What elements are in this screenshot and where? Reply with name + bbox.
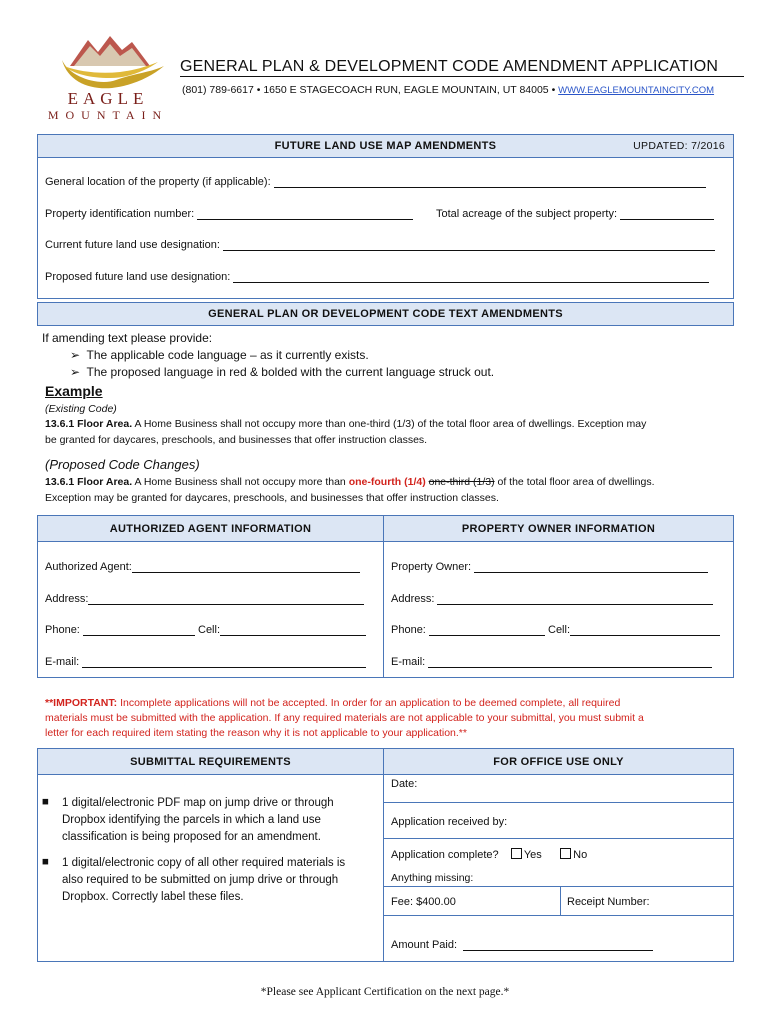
office-row-divider: [383, 915, 734, 916]
general-location-field[interactable]: General location of the property (if applicable):: [45, 176, 706, 188]
proposed-code-text-2: Exception may be granted for daycares, preschools, and businesses that offer instruction classes.: [45, 492, 499, 504]
square-bullet-icon: ■: [42, 856, 49, 868]
address-text: (801) 789-6617 • 1650 E STAGECOACH RUN, EAGLE MOUNTAIN, UT 84005 •: [182, 84, 556, 96]
current-designation-field[interactable]: Current future land use designation:: [45, 239, 715, 251]
owner-name-field[interactable]: Property Owner:: [391, 561, 708, 573]
example-heading: Example: [45, 383, 103, 399]
arrow-bullet-icon: ➢: [70, 348, 81, 362]
office-fee: Fee: $400.00: [391, 896, 456, 908]
page-title: GENERAL PLAN & DEVELOPMENT CODE AMENDMENT APPLICATION: [180, 58, 744, 77]
existing-code-text-2: be granted for daycares, preschools, and businesses that offer instruction classes.: [45, 434, 428, 446]
text-amendments-heading: GENERAL PLAN OR DEVELOPMENT CODE TEXT AMENDMENTS: [37, 302, 734, 326]
struck-old-value: one-third (1/3): [428, 476, 495, 488]
office-amount-paid-field[interactable]: Amount Paid:: [391, 939, 653, 951]
office-row-divider: [383, 802, 734, 803]
office-receipt-number-field[interactable]: Receipt Number:: [567, 896, 650, 908]
arrow-bullet-icon: ➢: [70, 365, 81, 379]
office-date-field[interactable]: Date:: [391, 778, 418, 790]
office-missing-field[interactable]: Anything missing:: [391, 872, 474, 884]
owner-phone-field[interactable]: Phone: Cell:: [391, 624, 720, 636]
logo-text: [38, 90, 178, 122]
agent-name-field[interactable]: Authorized Agent:: [45, 561, 360, 573]
future-land-use-heading: FUTURE LAND USE MAP AMENDMENTS UPDATED: 7/2016: [37, 134, 734, 158]
important-notice-line-2: materials must be submitted with the application. If any required materials are not applicable to your submittal, you must submit a: [45, 712, 644, 724]
website-link[interactable]: WWW.EAGLEMOUNTAINCITY.COM: [558, 85, 715, 96]
owner-email-field[interactable]: E-mail:: [391, 656, 712, 668]
office-row-divider: [383, 838, 734, 839]
parcel-id-field[interactable]: Property identification number:: [45, 208, 413, 220]
existing-code-label: (Existing Code): [45, 403, 117, 415]
existing-code-text-1: 13.6.1 Floor Area. A Home Business shall not occupy more than one-third (1/3) of the total floor area of dwellings. Exception may: [45, 418, 647, 430]
proposed-code-label: (Proposed Code Changes): [45, 457, 200, 472]
eagle-mountain-logo: [40, 26, 180, 90]
proposed-designation-field[interactable]: Proposed future land use designation:: [45, 271, 709, 283]
agent-info-heading: AUTHORIZED AGENT INFORMATION: [37, 515, 384, 542]
office-complete-field: Application complete? Yes No: [391, 849, 588, 861]
agent-address-field[interactable]: Address:: [45, 593, 364, 605]
updated-date: UPDATED: 7/2016: [633, 140, 725, 152]
total-acreage-field[interactable]: Total acreage of the subject property:: [436, 208, 714, 220]
fee-receipt-divider: [560, 886, 561, 915]
agent-email-field[interactable]: E-mail:: [45, 656, 366, 668]
bullet-current-language: ➢ The applicable code language – as it currently exists.: [70, 348, 369, 362]
text-amendments-intro: If amending text please provide:: [42, 331, 213, 345]
important-notice-line-3: letter for each required item stating the reason why it is not applicable to your application.**: [45, 727, 467, 739]
yes-checkbox[interactable]: [511, 848, 522, 859]
logo-line-mountain: MOUNTAIN: [47, 108, 169, 122]
contact-line: [182, 84, 714, 96]
office-use-heading: FOR OFFICE USE ONLY: [383, 748, 734, 775]
agent-phone-field[interactable]: Phone: Cell:: [45, 624, 366, 636]
office-row-divider: [383, 886, 734, 887]
proposed-new-value: one-fourth (1/4): [348, 476, 426, 488]
no-checkbox[interactable]: [560, 848, 571, 859]
square-bullet-icon: ■: [42, 796, 49, 808]
owner-info-heading: PROPERTY OWNER INFORMATION: [383, 515, 734, 542]
logo-line-eagle: EAGLE: [67, 89, 149, 108]
footer-note: *Please see Applicant Certification on the next page.*: [260, 986, 510, 998]
eagle-logo-icon: [40, 26, 180, 90]
office-received-by-field[interactable]: Application received by:: [391, 816, 508, 828]
important-notice-line-1: **IMPORTANT: Incomplete applications will not be accepted. In order for an application to be deemed complete, all required: [45, 697, 621, 709]
submittal-requirements-heading: SUBMITTAL REQUIREMENTS: [37, 748, 384, 775]
proposed-code-text-1: 13.6.1 Floor Area. A Home Business shall not occupy more than one-fourth (1/4) one-third (1/3) of the total floor area of dwellings.: [45, 476, 655, 488]
owner-address-field[interactable]: Address:: [391, 593, 713, 605]
agent-owner-divider: [383, 541, 384, 678]
bullet-proposed-language: ➢ The proposed language in red & bolded with the current language struck out.: [70, 365, 495, 379]
